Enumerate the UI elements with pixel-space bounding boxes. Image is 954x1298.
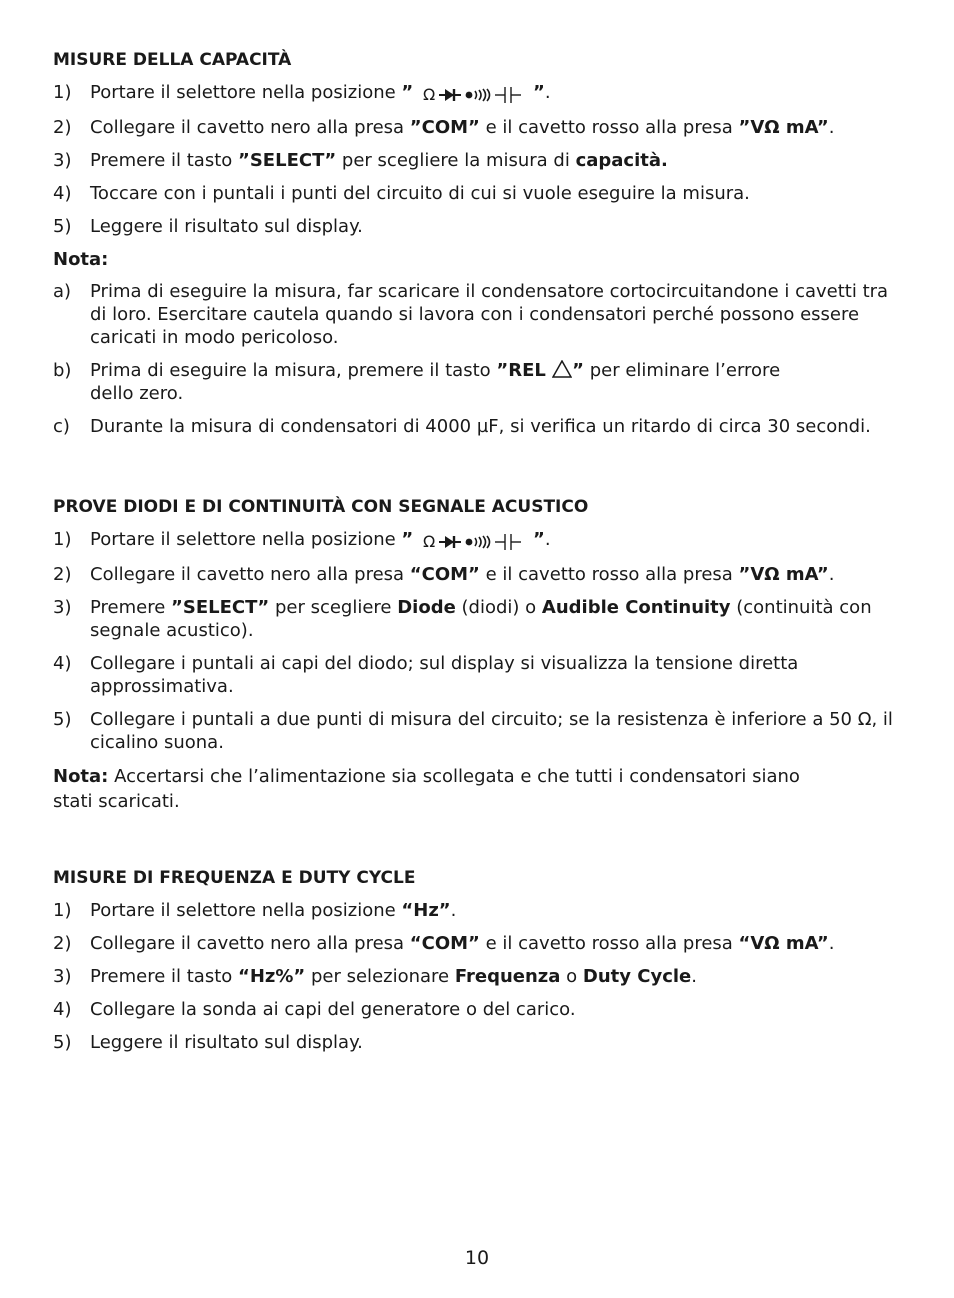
step-text: Leggere il risultato sul display.: [90, 216, 363, 237]
step-number: 4): [53, 653, 72, 674]
note-letter: c): [53, 416, 70, 437]
step-number: 5): [53, 1032, 72, 1053]
list-item: [53, 1031, 898, 1054]
section-title-capacitance: MISURE DELLA CAPACITÀ: [53, 50, 292, 70]
step-number: 1): [53, 82, 72, 103]
note-letter: b): [53, 360, 72, 381]
note-label: Nota:: [53, 766, 109, 787]
list-item: [53, 116, 898, 139]
step-text: Portare il selettore nella posizione ” Ω ”.: [90, 82, 551, 104]
step-text: Portare il selettore nella posizione “Hz”.: [90, 900, 457, 921]
diode-icon: [439, 535, 461, 549]
step-text: Collegare la sonda ai capi del generatore o del carico.: [90, 999, 576, 1020]
step-text: Toccare con i puntali i punti del circuito di cui si vuole eseguire la misura.: [90, 183, 750, 204]
note-item: [53, 280, 898, 349]
step-number: 1): [53, 529, 72, 550]
document-page: [53, 48, 898, 1064]
note-text: Accertarsi che l’alimentazione sia scollegata e che tutti i condensatori siano stati scaricati.: [53, 766, 800, 812]
selector-symbol-group: [419, 530, 521, 553]
list-item: [53, 899, 898, 922]
continuity-beeper-icon: [465, 88, 495, 102]
list-item: [53, 528, 898, 553]
note-item: [53, 359, 898, 405]
selector-symbol-group: [419, 83, 521, 106]
list-item: [53, 81, 898, 106]
list-item: [53, 215, 898, 238]
list-item: [53, 596, 898, 642]
step-number: 4): [53, 999, 72, 1020]
step-number: 2): [53, 117, 72, 138]
note-label: Nota:: [53, 249, 109, 270]
step-number: 5): [53, 216, 72, 237]
step-text: Collegare i puntali a due punti di misura del circuito; se la resistenza è inferiore a 50 Ω, il cicalino suona.: [90, 709, 893, 753]
list-item: [53, 998, 898, 1021]
note-paragraph: [53, 764, 898, 814]
step-number: 2): [53, 933, 72, 954]
ohm-icon: Ω: [423, 85, 436, 104]
list-item: [53, 182, 898, 205]
step-text: Premere il tasto “Hz%” per selezionare Frequenza o Duty Cycle.: [90, 966, 697, 987]
section-title-frequency: MISURE DI FREQUENZA E DUTY CYCLE: [53, 868, 416, 888]
step-number: 3): [53, 966, 72, 987]
list-item: [53, 932, 898, 955]
step-text: Collegare il cavetto nero alla presa “COM” e il cavetto rosso alla presa ”VΩ mA”.: [90, 564, 835, 585]
step-text: Portare il selettore nella posizione ” Ω ”.: [90, 529, 551, 551]
ohm-icon: Ω: [423, 532, 436, 551]
step-number: 5): [53, 709, 72, 730]
step-text: Leggere il risultato sul display.: [90, 1032, 363, 1053]
step-number: 3): [53, 597, 72, 618]
step-text: Premere ”SELECT” per scegliere Diode (diodi) o Audible Continuity (continuità con segnale acustico).: [90, 597, 872, 641]
note-letter: a): [53, 281, 72, 302]
page-number: 10: [464, 1247, 490, 1269]
section-title-diode-continuity: PROVE DIODI E DI CONTINUITÀ CON SEGNALE ACUSTICO: [53, 497, 589, 517]
step-text: Collegare i puntali ai capi del diodo; sul display si visualizza la tensione diretta approssimativa.: [90, 653, 799, 697]
step-text: Collegare il cavetto nero alla presa “COM” e il cavetto rosso alla presa “VΩ mA”.: [90, 933, 835, 954]
step-text: Collegare il cavetto nero alla presa ”COM” e il cavetto rosso alla presa ”VΩ mA”.: [90, 117, 835, 138]
capacitor-icon: [495, 86, 521, 104]
note-text: Prima di eseguire la misura, premere il tasto ”REL ” per eliminare l’errore dello zero.: [90, 360, 781, 404]
continuity-beeper-icon: [465, 535, 495, 549]
capacitor-icon: [495, 533, 521, 551]
list-item: [53, 563, 898, 586]
note-text: Prima di eseguire la misura, far scaricare il condensatore cortocircuitandone i cavetti tra di loro. Esercitare cautela quando si lavora con i condensatori perché possono essere caricati in modo pericoloso.: [90, 281, 889, 348]
diode-icon: [439, 88, 461, 102]
step-number: 3): [53, 150, 72, 171]
list-item: [53, 708, 898, 754]
step-text: Premere il tasto ”SELECT” per scegliere la misura di capacità.: [90, 150, 668, 171]
step-number: 1): [53, 900, 72, 921]
note-item: [53, 415, 898, 438]
step-number: 2): [53, 564, 72, 585]
list-item: [53, 652, 898, 698]
step-number: 4): [53, 183, 72, 204]
list-item: [53, 965, 898, 988]
note-text: Durante la misura di condensatori di 4000 µF, si verifica un ritardo di circa 30 secondi.: [90, 416, 871, 437]
list-item: [53, 149, 898, 172]
delta-triangle-icon: [552, 360, 572, 378]
